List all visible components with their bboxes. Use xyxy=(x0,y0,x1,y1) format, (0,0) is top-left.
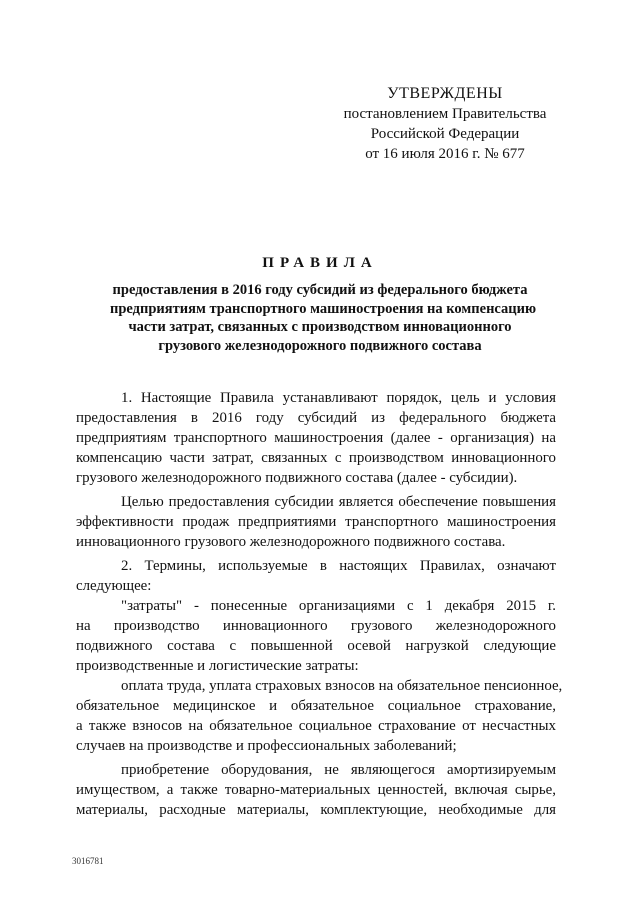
body-line: материалы, расходные материалы, комплектующие, необходимые для xyxy=(76,802,556,818)
body-line: на производство инновационного грузового железнодорожного xyxy=(76,618,556,634)
body-line: а также взносов на обязательное социальное страхование от несчастных xyxy=(76,718,556,734)
body-line: 2. Термины, используемые в настоящих Правилах, означают xyxy=(121,558,556,574)
approval-line-2: Российской Федерации xyxy=(370,126,520,142)
body-line: оплата труда, уплата страховых взносов на обязательное пенсионное, xyxy=(121,678,563,694)
document-body xyxy=(76,388,563,820)
body-line: 1. Настоящие Правила устанавливают порядок, цель и условия xyxy=(121,390,556,406)
body-line: Целью предоставления субсидии является обеспечение повышения xyxy=(121,494,556,510)
body-line: имуществом, а также товарно-материальных ценностей, включая сырье, xyxy=(76,782,556,798)
approval-line-1: постановлением Правительства xyxy=(343,106,547,122)
body-line: предприятиям транспортного машиностроения (далее - организация) на xyxy=(76,430,556,446)
body-line: случаев на производстве и профессиональных заболеваний; xyxy=(76,738,457,754)
approval-line-3: от 16 июля 2016 г. № 677 xyxy=(365,146,525,162)
body-line: инновационного грузового железнодорожного подвижного состава. xyxy=(76,534,506,550)
body-line: следующее: xyxy=(76,578,152,594)
subtitle-line: грузового железнодорожного подвижного состава xyxy=(158,337,482,354)
document-code: 3016781 xyxy=(72,856,104,866)
body-line: грузового железнодорожного подвижного состава (далее - субсидии). xyxy=(76,470,518,486)
approval-block xyxy=(330,84,560,164)
body-line: предоставления в 2016 году субсидий из федерального бюджета xyxy=(76,410,556,426)
body-line: эффективности продаж предприятиями транспортного машиностроения xyxy=(76,514,556,530)
body-line: компенсацию части затрат, связанных с производством инновационного xyxy=(76,450,556,466)
subtitle-line: предприятиям транспортного машиностроения на компенсацию xyxy=(110,300,537,317)
body-line: производственные и логистические затраты: xyxy=(76,658,359,674)
body-line: обязательное медицинское и обязательное социальное страхование, xyxy=(76,698,556,714)
subtitle-line: части затрат, связанных с производством инновационного xyxy=(128,319,512,335)
body-line: "затраты" - понесенные организациями с 1 декабря 2015 г. xyxy=(121,598,556,614)
rules-subtitle xyxy=(110,281,537,355)
rules-heading: ПРАВИЛА xyxy=(262,255,378,271)
subtitle-line: предоставления в 2016 году субсидий из федерального бюджета xyxy=(112,282,528,298)
body-line: приобретение оборудования, не являющегося амортизируемым xyxy=(121,762,556,778)
approval-title: УТВЕРЖДЕНЫ xyxy=(387,85,503,102)
body-line: подвижного состава с повышенной осевой нагрузкой следующие xyxy=(76,638,556,654)
